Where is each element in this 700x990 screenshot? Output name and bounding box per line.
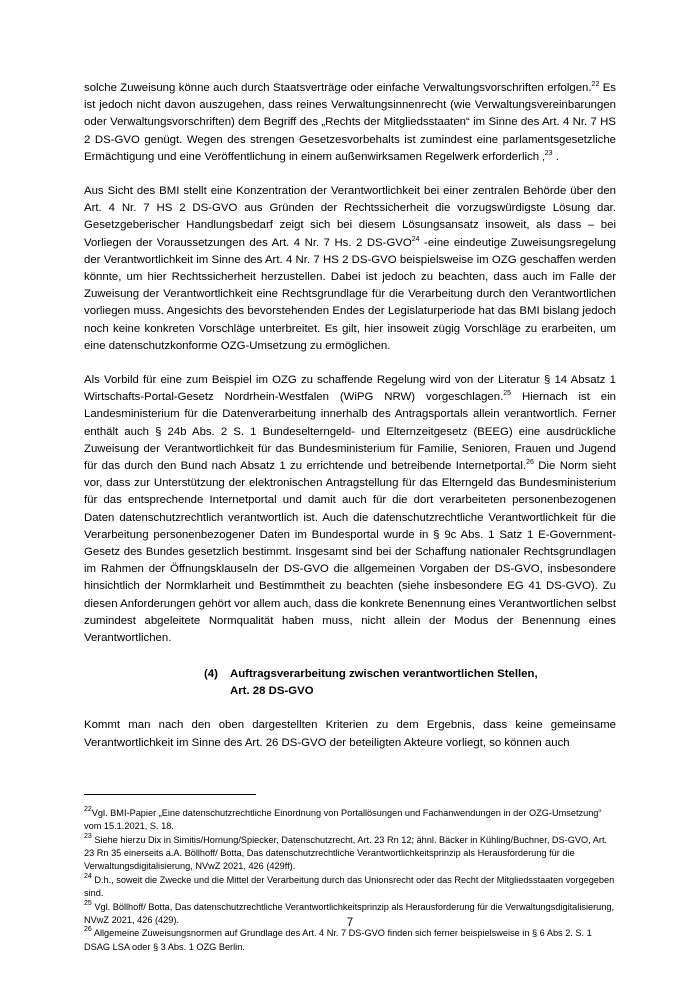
footnotes xyxy=(84,807,616,954)
paragraph-text: . xyxy=(552,150,559,163)
footnote xyxy=(84,874,616,901)
section-number: (4) xyxy=(204,668,218,681)
body-text xyxy=(84,80,616,647)
footnote-number: 26 xyxy=(84,926,92,934)
section-title-line2: Art. 28 DS-GVO xyxy=(230,685,314,698)
footnote-ref: 24 xyxy=(411,235,420,243)
footnote-ref: 26 xyxy=(526,459,534,467)
footnote-number: 25 xyxy=(84,899,92,907)
footnote-number: 24 xyxy=(84,872,92,880)
document-page xyxy=(84,80,616,954)
body-paragraph xyxy=(84,372,616,647)
body-paragraph xyxy=(84,80,616,166)
footnote xyxy=(84,834,616,874)
footnote-ref: 25 xyxy=(503,390,512,398)
paragraph-text: solche Zuweisung könne auch durch Staatsverträge oder einfache Verwaltungsvorschriften erfolgen. xyxy=(84,82,592,94)
section-title-line1: Auftragsverarbeitung zwischen verantwortlichen Stellen, xyxy=(230,668,538,681)
paragraph-text: Es ist jedoch nicht davon auszugehen, dass reines Verwaltungsinnenrecht (wie Verwaltungsvereinbarungen oder Verwaltungsvorschriften) dem Begriff des „Rechts der Mitgliedsstaaten“ im Sinne des Art. 4 Nr. 7 HS 2 DS-GVO genügt. Wegen des strengen Gesetzesvorbehalts ist zumindest eine parlamentsgesetzliche Ermächtigung und eine Veröffentlichung in einem außenwirksamen Regelwerk erforderlich ‚ xyxy=(84,82,616,163)
footnote-number: 22 xyxy=(84,805,92,813)
section-title xyxy=(230,666,590,700)
paragraph-text: Die Norm sieht vor, dass zur Unterstützung der elektronischen Antragstellung für das Elterngeld das Bundesministerium für das entsprechende Internetportal und damit auch für die dort verarbeiteten personenbezogenen Daten datenschutzrechtlich verantwortlich ist. Auch die datenschutzrechtliche Verantwortlichkeit für die Verarbeitung personenbezogener Daten im Bundesportal wurde in § 9c Abs. 1 Satz 1 E-Government-Gesetz des Bundes gesetzlich bestimmt. Insgesamt sind bei der Schaffung nationaler Rechtsgrundlagen im Rahmen der Öffnungsklauseln der DS-GVO die allgemeinen Vorgaben der DS-GVO, insbesondere hinsichtlich der Normklarheit und Bestimmtheit zu beachten (siehe insbesondere EG 41 DS-GVO). Zu diesen Anforderungen gehört vor allem auch, dass die konkrete Benennung eines Verantwortlichen selbst zumindest abgeleitete Normqualität haben muss, nicht allein der Modus der Benennung eines Verantwortlichen. xyxy=(84,460,616,645)
footnote-text: Siehe hierzu Dix in Simitis/Hornung/Spiecker, Datenschutzrecht, Art. 23 Rn 12; ähnl. Bäcker in Kühling/Buchner, DS-GVO, Art. 23 Rn 35 einerseits a.A. Böllhoff/ Botta, Das datenschutzrechtliche Verantwortlichkeitsprinzip als Herausforderung für die Verwaltungsdigitalisierung, NVwZ 2021, 426 (429ff). xyxy=(84,834,608,872)
footnote-ref: 22 xyxy=(591,81,600,88)
section-heading xyxy=(204,666,616,700)
paragraph-text: -eine eindeutige Zuweisungsregelung der Verantwortlichkeit im Sinne des Art. 4 Nr. 7 HS 2 DS-GVO beispielsweise im OZG geschaffen werden könnte, um hier Rechtssicherheit herzustellen. Dabei ist jedoch zu beachten, dass auch im Falle der Zuweisung der Verantwortlichkeit eine Rechtsgrundlage für die Verarbeitung durch den Verantwortlichen vorliegen muss. Angesichts des bevorstehenden Endes der Legislaturperiode hat das BMI bislang jedoch noch keine konkreten Vorschläge unterbreitet. Es gilt, hier insoweit zügig Vorschläge zu erarbeiten, um eine datenschutzkonforme OZG-Umsetzung zu ermöglichen. xyxy=(84,236,616,352)
footnote-ref: 23 xyxy=(544,149,553,157)
footnote xyxy=(84,927,616,954)
footnote-text: Vgl. BMI-Papier „Eine datenschutzrechtliche Einordnung von Portallösungen und Fachanwendungen in der OZG-Umsetzung“ vom 15.1.2021, S. 18. xyxy=(84,807,602,832)
footnote-number: 23 xyxy=(84,832,92,840)
paragraph-text: Hiernach ist ein Landesministerium für die Datenverarbeitung innerhalb des Antragsportals allein verantwortlich. Ferner enthält auch § 24b Abs. 2 S. 1 Bundeselterngeld- und Elternzeitgesetz (BEEG) eine ausdrückliche Zuweisung der Verantwortlichkeit für das Bundesministerium für Familie, Senioren, Frauen und Jugend für das durch den Bund nach Absatz 1 zu errichtende und betreibende Internetportal. xyxy=(84,391,616,473)
footnote-text: Vgl. Böllhoff/ Botta, Das datenschutzrechtliche Verantwortlichkeitsprinzip als Herausforderung für die Verwaltungsdigitalisierung, NVwZ 2021, 426 (429). xyxy=(84,901,615,925)
paragraph-text: Aus Sicht des BMI stellt eine Konzentration der Verantwortlichkeit bei einer zentralen Behörde über den Art. 4 Nr. 7 HS 2 DS-GVO aus Gründen der Rechtssicherheit die vorzugswürdigste Lösung dar. Gesetzgeberischer Handlungsbedarf zeigt sich bei diesem Lösungsansatz insoweit, als dass – bei Vorliegen der Voraussetzungen des Art. 4 Nr. 7 Hs. 2 DS-GVO xyxy=(84,185,616,249)
paragraph-text: Als Vorbild für eine zum Beispiel im OZG zu schaffende Regelung wird von der Literatur § 14 Absatz 1 Wirtschafts-Portal-Gesetz Nordrhein-Westfalen (WiPG NRW) vorgeschlagen. xyxy=(84,374,616,404)
body-paragraph xyxy=(84,183,616,355)
page-number: 7 xyxy=(346,917,354,929)
footnote xyxy=(84,807,616,834)
footnote-text: D.h., soweit die Zwecke und die Mittel der Verarbeitung durch das Unionsrecht oder das Recht der Mitgliedsstaaten vorgegeben sind. xyxy=(84,874,615,899)
closing-paragraph: Kommt man nach den oben dargestellten Kriterien zu dem Ergebnis, dass keine gemeinsame Verantwortlichkeit im Sinne des Art. 26 DS-GVO der beteiligten Akteure vorliegt, so können auch xyxy=(84,719,616,749)
footnote-text: Allgemeine Zuweisungsnormen auf Grundlage des Art. 4 Nr. 7 DS-GVO finden sich ferner beispielsweise in § 6 Abs 2. S. 1 DSAG LSA oder § 3 Abs. 1 OZG Berlin. xyxy=(84,928,592,952)
footnote-separator xyxy=(84,794,256,795)
